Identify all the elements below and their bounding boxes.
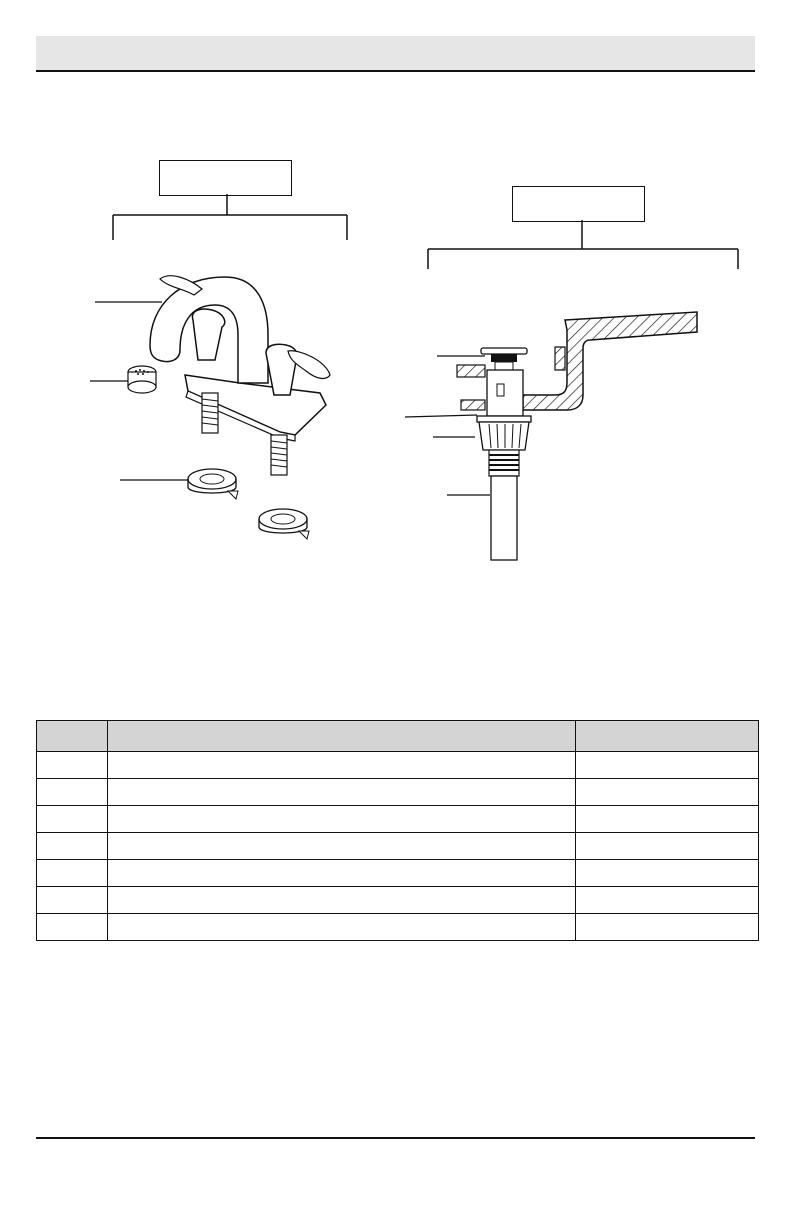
table-row [37,860,759,887]
faucet-illustration [90,265,360,555]
faucet-shank-left [202,393,218,433]
cell-part [37,887,108,914]
pop-up-stopper [481,348,527,370]
drain-callout-line-b [405,415,477,417]
drain-nut [479,422,529,450]
section-header-bar [36,36,755,72]
cell-quantity [576,833,759,860]
cell-quantity [576,806,759,833]
table-row [37,779,759,806]
drain-body [487,370,523,416]
cell-description [108,806,576,833]
table-row [37,752,759,779]
cell-part [37,752,108,779]
cell-part [37,779,108,806]
handle-left [192,309,224,360]
header-description [108,721,576,752]
table-row [37,914,759,941]
drain-gasket [477,416,531,422]
cell-part [37,806,108,833]
header-quantity [576,721,759,752]
cell-part [37,833,108,860]
sink-basin-section [523,312,697,410]
header-part [37,721,108,752]
faucet-group-label [159,160,292,196]
table-row [37,887,759,914]
drain-bracket [420,219,750,271]
table-row [37,833,759,860]
cell-quantity [576,779,759,806]
cell-description [108,887,576,914]
cell-quantity [576,860,759,887]
faucet-bracket [100,193,360,243]
cell-description [108,752,576,779]
cell-description [108,779,576,806]
mounting-nut-1 [188,469,238,499]
table-header-row [37,721,759,752]
cell-description [108,833,576,860]
cell-description [108,860,576,887]
drain-threads [489,450,519,476]
deck-left [457,365,485,377]
faucet-shank-right [271,435,287,475]
table-row [37,806,759,833]
footer-rule [36,1137,755,1139]
cell-part [37,914,108,941]
cell-description [108,914,576,941]
cell-part [37,860,108,887]
drain-illustration [405,300,705,565]
mounting-nut-2 [259,509,309,539]
tailpiece [491,476,517,560]
drain-group-label [512,186,645,222]
parts-table [36,720,759,941]
aerator [128,366,156,393]
cell-quantity [576,914,759,941]
cell-quantity [576,887,759,914]
cell-quantity [576,752,759,779]
